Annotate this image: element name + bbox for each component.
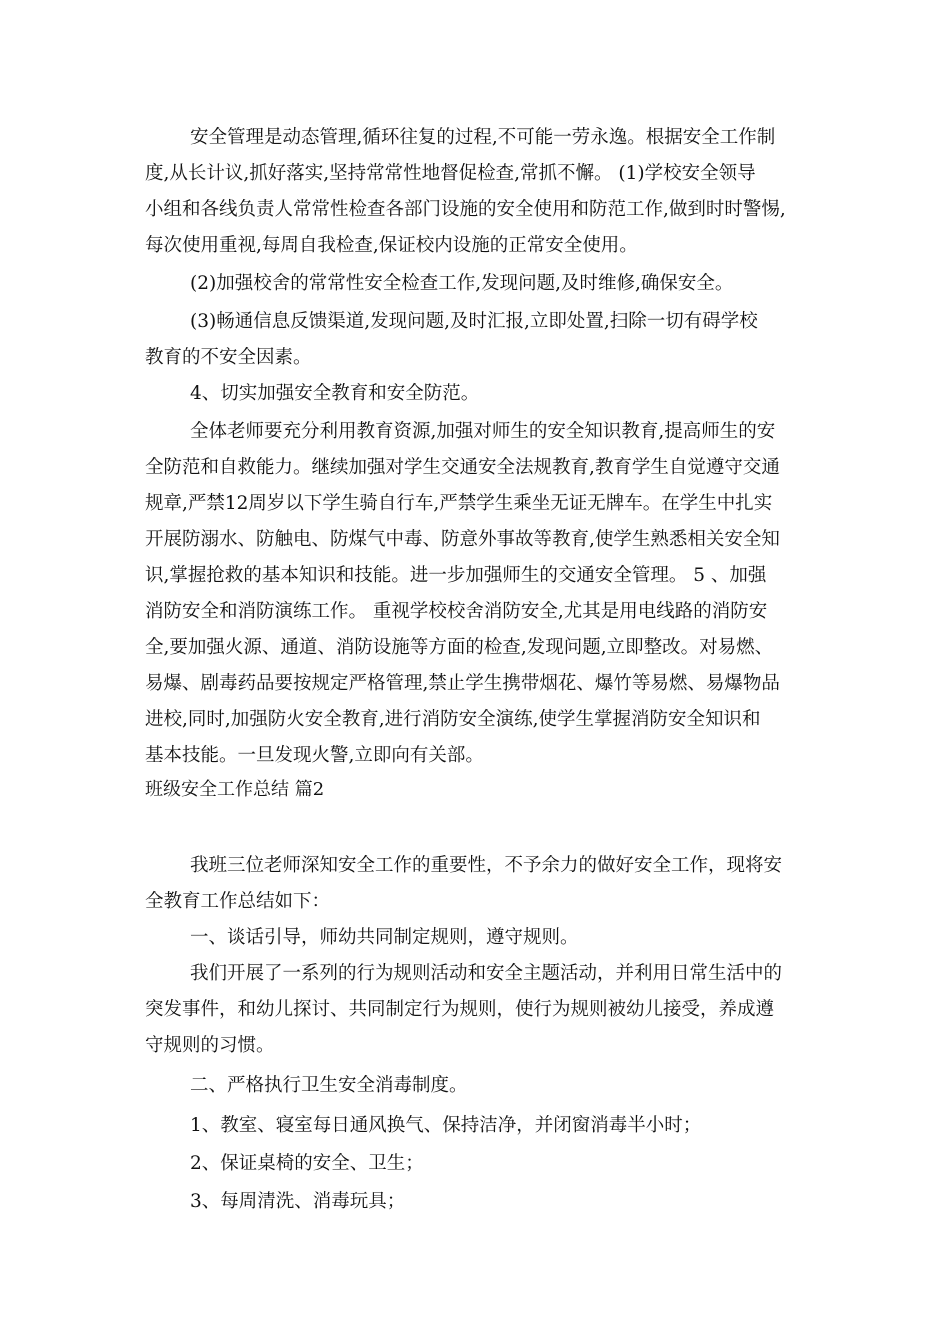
paragraph-line: 进校,同时,加强防火安全教育,进行消防安全演练,使学生掌握消防安全知识和 xyxy=(145,709,761,730)
paragraph-line: 小组和各线负责人常常性检查各部门设施的安全使用和防范工作,做到时时警惕, xyxy=(145,199,786,220)
paragraph-line: 突发事件，和幼儿探讨、共同制定行为规则，使行为规则被幼儿接受，养成遵 xyxy=(145,999,775,1020)
paragraph-line: 易爆、剧毒药品要按规定严格管理,禁止学生携带烟花、爆竹等易燃、易爆物品 xyxy=(145,673,780,694)
paragraph-line: 全体老师要充分利用教育资源,加强对师生的安全知识教育,提高师生的安 xyxy=(190,421,776,442)
paragraph-line: (2)加强校舍的常常性安全检查工作,发现问题,及时维修,确保安全。 xyxy=(190,273,734,294)
paragraph-line: 1、教室、寝室每日通风换气、保持洁净，并闭窗消毒半小时； xyxy=(190,1115,702,1136)
paragraph-line: 识,掌握抢救的基本知识和技能。进一步加强师生的交通安全管理。 5 、加强 xyxy=(145,565,767,586)
paragraph-line: 基本技能。一旦发现火警,立即向有关部。 xyxy=(145,745,484,766)
paragraph-line: 4、切实加强安全教育和安全防范。 xyxy=(190,383,480,404)
paragraph-line: 2、保证桌椅的安全、卫生； xyxy=(190,1153,424,1174)
paragraph-line: 全,要加强火源、通道、消防设施等方面的检查,发现问题,立即整改。对易燃、 xyxy=(145,637,774,658)
paragraph-line: 安全管理是动态管理,循环往复的过程,不可能一劳永逸。根据安全工作制 xyxy=(190,127,776,148)
section-heading: 班级安全工作总结 篇2 xyxy=(145,779,325,800)
paragraph-line: 全教育工作总结如下： xyxy=(145,891,331,912)
paragraph-line: 我们开展了一系列的行为规则活动和安全主题活动，并利用日常生活中的 xyxy=(190,963,783,984)
paragraph-line: 我班三位老师深知安全工作的重要性，不予余力的做好安全工作，现将安 xyxy=(190,855,783,876)
paragraph-line: 开展防溺水、防触电、防煤气中毒、防意外事故等教育,使学生熟悉相关安全知 xyxy=(145,529,780,550)
paragraph-line: 一、谈话引导，师幼共同制定规则，遵守规则。 xyxy=(190,927,579,948)
paragraph-line: 二、严格执行卫生安全消毒制度。 xyxy=(190,1075,468,1096)
paragraph-line: 守规则的习惯。 xyxy=(145,1035,275,1056)
paragraph-line: 教育的不安全因素。 xyxy=(145,347,312,368)
paragraph-line: 规章,严禁12周岁以下学生骑自行车,严禁学生乘坐无证无牌车。在学生中扎实 xyxy=(145,493,773,514)
paragraph-line: (3)畅通信息反馈渠道,发现问题,及时汇报,立即处置,扫除一切有碍学校 xyxy=(190,311,758,332)
paragraph-line: 每次使用重视,每周自我检查,保证校内设施的正常安全使用。 xyxy=(145,235,638,256)
paragraph-line: 消防安全和消防演练工作。 重视学校校舍消防安全,尤其是用电线路的消防安 xyxy=(145,601,768,622)
paragraph-line: 3、每周清洗、消毒玩具； xyxy=(190,1191,406,1212)
paragraph-line: 度,从长计议,抓好落实,坚持常常性地督促检查,常抓不懈。 (1)学校安全领导 xyxy=(145,163,756,184)
paragraph-line: 全防范和自救能力。继续加强对学生交通安全法规教育,教育学生自觉遵守交通 xyxy=(145,457,780,478)
